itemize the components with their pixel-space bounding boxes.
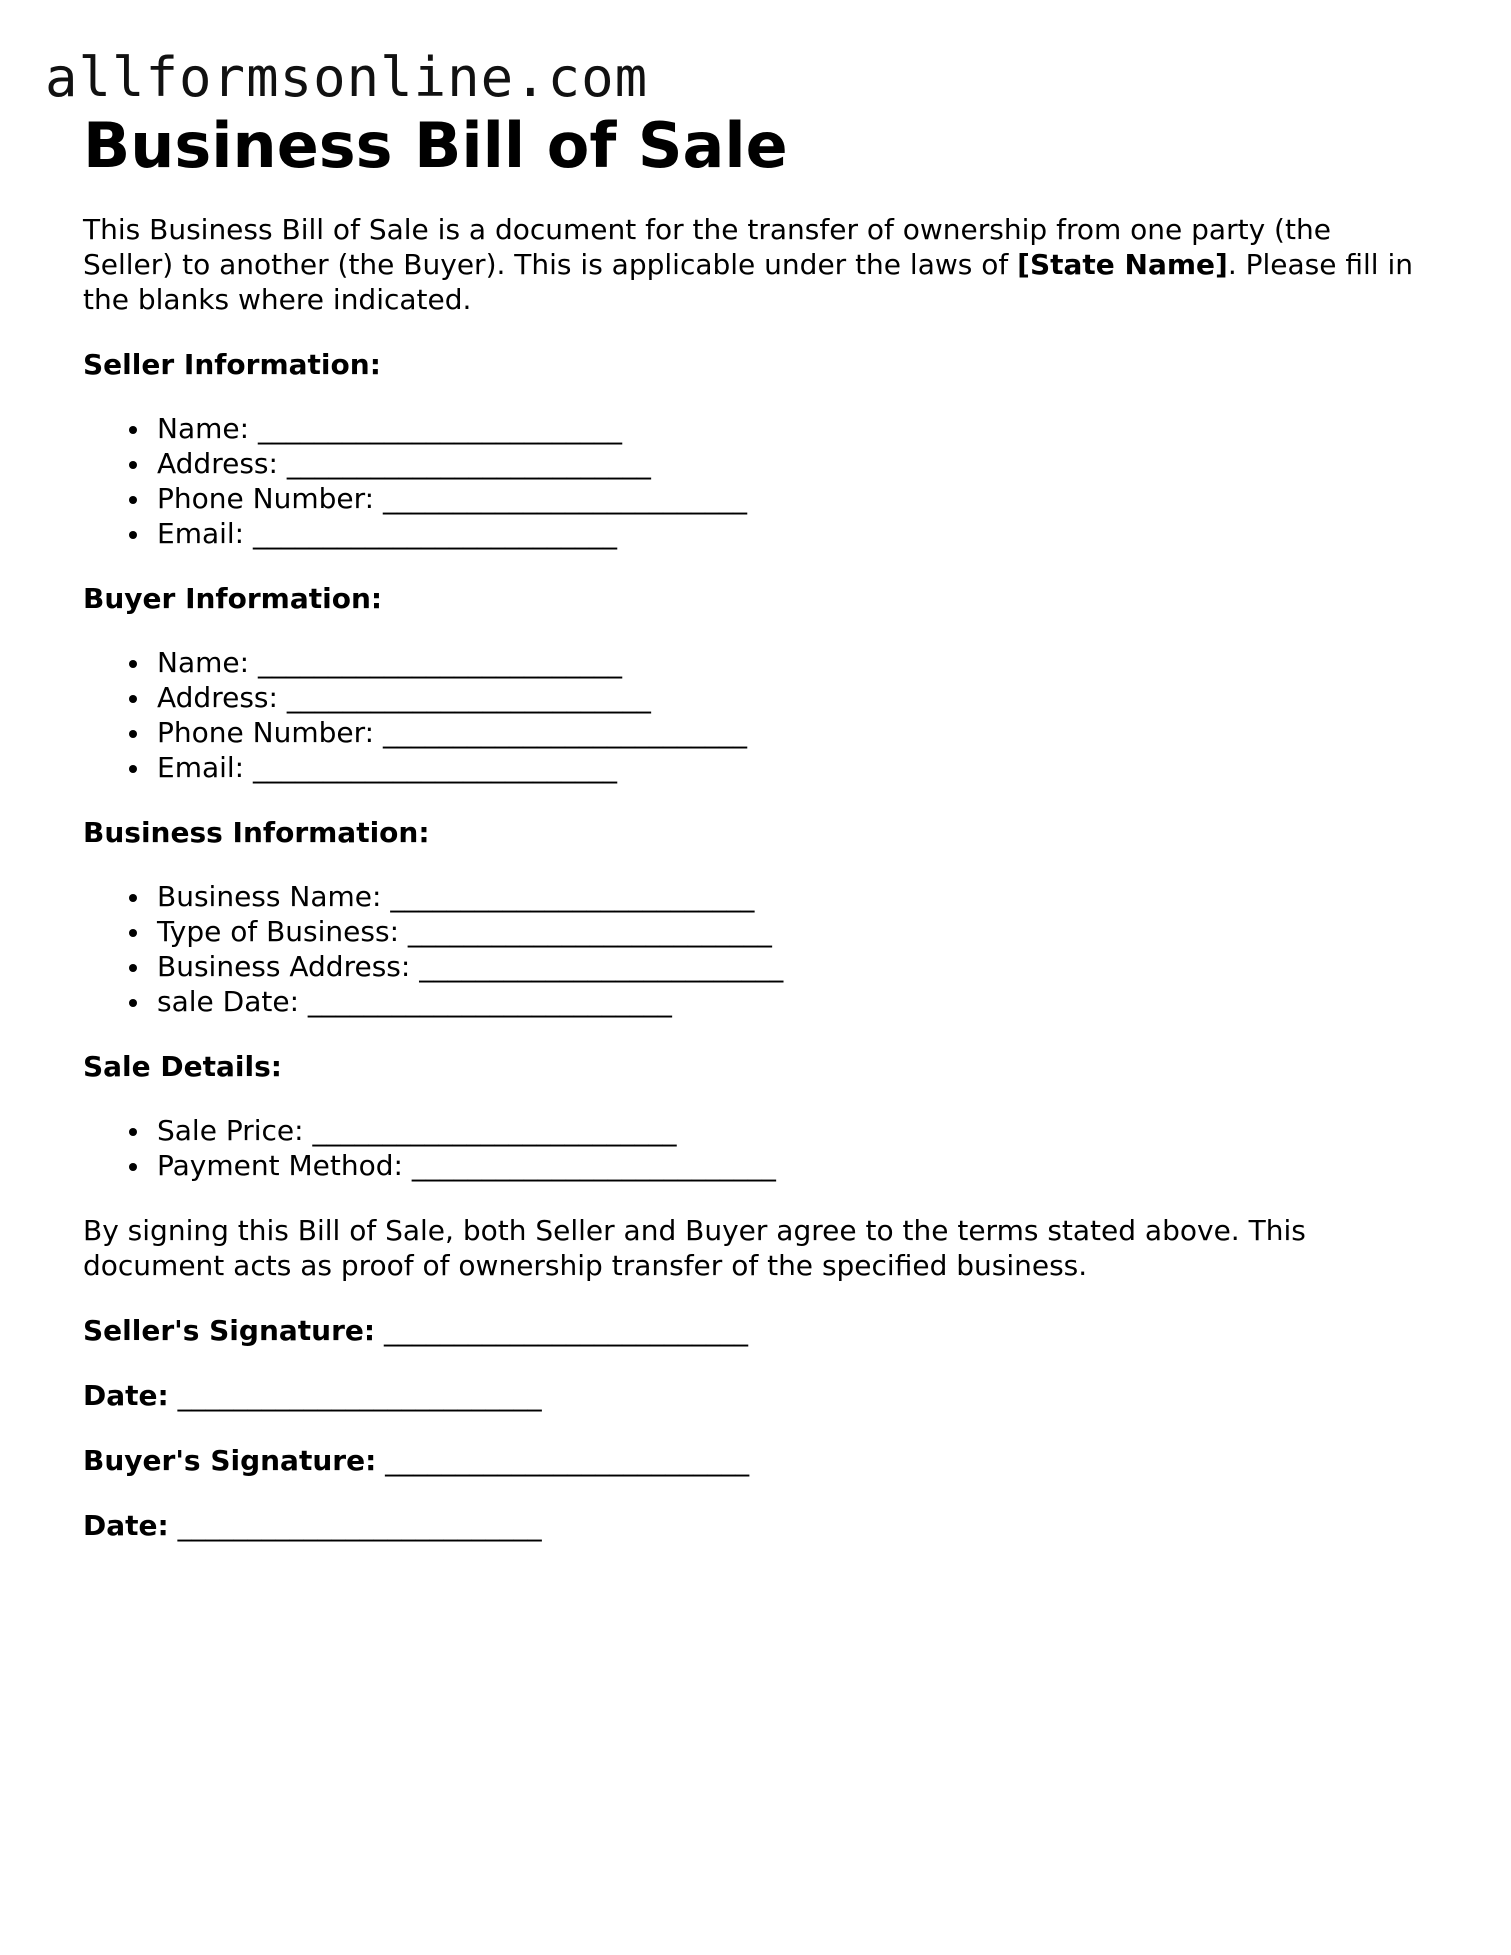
seller-signature-line[interactable]: [83, 1313, 1423, 1348]
fill-blank[interactable]: __________________________: [253, 517, 618, 550]
fill-blank[interactable]: __________________________: [411, 1149, 776, 1182]
buyer-email-field[interactable]: [157, 750, 1423, 785]
fill-blank[interactable]: __________________________: [407, 915, 772, 948]
field-label: Business Name:: [157, 880, 382, 913]
intro-paragraph: [83, 212, 1423, 317]
fill-blank[interactable]: __________________________: [177, 1379, 542, 1412]
field-label: Email:: [157, 517, 245, 550]
closing-paragraph: By signing this Bill of Sale, both Seller and Buyer agree to the terms stated above. This document acts as proof of ownership transfer of the specified business.: [83, 1214, 1306, 1282]
buyer-name-field[interactable]: [157, 645, 1423, 680]
fill-blank[interactable]: __________________________: [307, 985, 672, 1018]
payment-method-field[interactable]: [157, 1148, 1423, 1183]
signature-label: Buyer's Signature:: [83, 1444, 377, 1477]
state-name-placeholder: [State Name]: [1017, 248, 1228, 281]
fill-blank[interactable]: __________________________: [419, 950, 784, 983]
buyer-date-line[interactable]: [83, 1508, 1423, 1543]
field-label: Phone Number:: [157, 482, 375, 515]
fill-blank[interactable]: __________________________: [382, 482, 747, 515]
fill-blank[interactable]: __________________________: [257, 412, 622, 445]
sale-price-field[interactable]: [157, 1113, 1423, 1148]
field-label: Business Address:: [157, 950, 411, 983]
signature-label: Date:: [83, 1379, 169, 1412]
seller-field-list: [83, 411, 1423, 551]
seller-name-field[interactable]: [157, 411, 1423, 446]
fill-blank[interactable]: __________________________: [177, 1509, 542, 1542]
fill-blank[interactable]: __________________________: [385, 1444, 750, 1477]
fill-blank[interactable]: __________________________: [257, 646, 622, 679]
field-label: Payment Method:: [157, 1149, 403, 1182]
business-address-field[interactable]: [157, 949, 1423, 984]
field-label: Address:: [157, 447, 278, 480]
business-section-heading: Business Information:: [83, 816, 430, 849]
business-type-field[interactable]: [157, 914, 1423, 949]
buyer-field-list: [83, 645, 1423, 785]
document-body: [83, 108, 1423, 1543]
fill-blank[interactable]: __________________________: [286, 447, 651, 480]
sale-date-field[interactable]: [157, 984, 1423, 1019]
field-label: Phone Number:: [157, 716, 375, 749]
sale-section-heading: Sale Details:: [83, 1050, 282, 1083]
fill-blank[interactable]: __________________________: [384, 1314, 748, 1347]
intro-text-after: . Please fill in the blanks where indicated.: [83, 248, 1413, 316]
fill-blank[interactable]: __________________________: [382, 716, 747, 749]
fill-blank[interactable]: __________________________: [390, 880, 755, 913]
fill-blank[interactable]: __________________________: [253, 751, 618, 784]
field-label: Type of Business:: [157, 915, 400, 948]
seller-phone-field[interactable]: [157, 481, 1423, 516]
field-label: Address:: [157, 681, 278, 714]
business-name-field[interactable]: [157, 879, 1423, 914]
sale-field-list: [83, 1113, 1423, 1183]
intro-text-before: This Business Bill of Sale is a document for the transfer of ownership from one party (the Seller) to another (the Buyer). This is applicable under the laws of: [83, 213, 1331, 281]
seller-section-heading: Seller Information:: [83, 348, 381, 381]
buyer-address-field[interactable]: [157, 680, 1423, 715]
signature-label: Date:: [83, 1509, 169, 1542]
buyer-section-heading: Buyer Information:: [83, 582, 383, 615]
fill-blank[interactable]: __________________________: [286, 681, 651, 714]
document-title: Business Bill of Sale: [83, 109, 788, 182]
field-label: Sale Price:: [157, 1114, 304, 1147]
field-label: sale Date:: [157, 985, 300, 1018]
fill-blank[interactable]: __________________________: [312, 1114, 677, 1147]
seller-address-field[interactable]: [157, 446, 1423, 481]
field-label: Name:: [157, 412, 250, 445]
field-label: Name:: [157, 646, 250, 679]
seller-email-field[interactable]: [157, 516, 1423, 551]
seller-date-line[interactable]: [83, 1378, 1423, 1413]
buyer-phone-field[interactable]: [157, 715, 1423, 750]
site-watermark: allformsonline.com: [45, 46, 649, 109]
signature-label: Seller's Signature:: [83, 1314, 376, 1347]
business-field-list: [83, 879, 1423, 1019]
buyer-signature-line[interactable]: [83, 1443, 1423, 1478]
field-label: Email:: [157, 751, 245, 784]
